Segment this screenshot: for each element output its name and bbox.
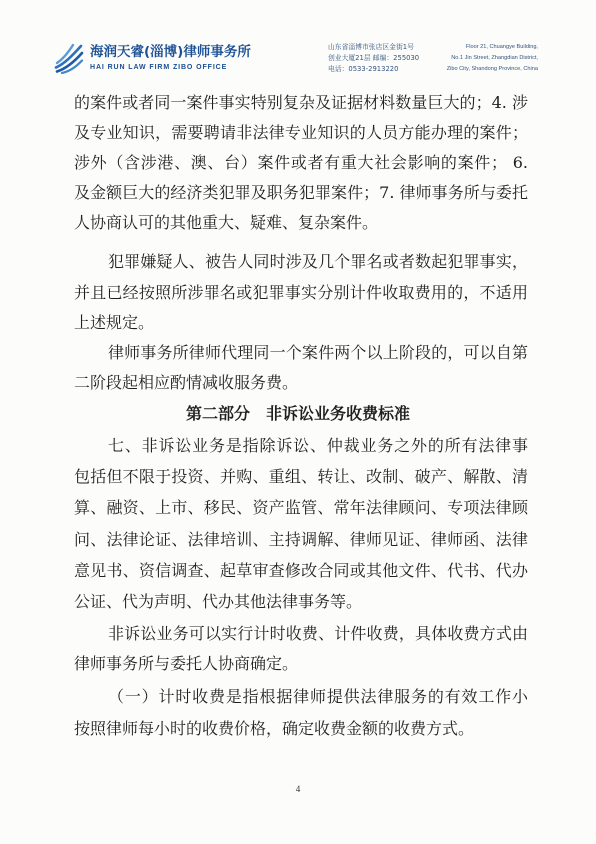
text-line: （一）计时收费是指根据律师提供法律服务的有效工作小 [108,687,528,706]
text-line: 及专业知识，需要聘请非法律专业知识的人员方能办理的案件； [74,123,528,142]
text-line: 意见书、资信调查、起草审查修改合同或其他文件、代书、代办 [74,561,528,580]
address-line: 电话：0533-2913220 [328,65,399,73]
text-line: 律师事务所律师代理同一个案件两个以上阶段的，可以自第 [108,343,528,362]
text-line: 人协商认可的其他重大、疑难、复杂案件。 [74,213,379,232]
section-heading: 第二部分 非诉讼业务收费标准 [185,404,410,423]
hai-run-wave-logo-icon [54,42,84,74]
text-line: 犯罪嫌疑人、被告人同时涉及几个罪名或者数起犯罪事实， [108,252,528,271]
text-line: 七、非诉讼业务是指除诉讼、仲裁业务之外的所有法律事 [108,436,528,455]
text-line: 并且已经按照所涉罪名或犯罪事实分别计件收取费用的，不适用 [74,283,528,302]
firm-name-english: HAI RUN LAW FIRM ZIBO OFFICE [90,64,228,71]
address-line: No.1 Jin Street, Zhangdian District, [451,55,538,61]
text-line: 涉外（含涉港、澳、台）案件或者有重大社会影响的案件； 6. [74,153,528,172]
firm-name-chinese: 海润天睿(淄博)律师事务所 [90,44,251,60]
text-line: 算、融资、上市、移民、资产监管、常年法律顾问、专项法律顾 [74,498,528,517]
text-line: 二阶段起相应酌情减收服务费。 [74,373,299,392]
address-line: 创业大厦21层 邮编：255030 [328,54,420,62]
address-chinese [328,42,419,75]
page-number: 4 [295,784,301,794]
address-line: 山东省淄博市张店区金街1号 [328,43,414,51]
text-line: 的案件或者同一案件事实特别复杂及证据材料数量巨大的；4. 涉 [74,93,528,112]
text-line: 按照律师每小时的收费价格，确定收费金额的收费方式。 [74,719,475,738]
text-line: 上述规定。 [74,313,155,332]
text-line: 非诉讼业务可以实行计时收费、计件收费，具体收费方式由 [108,624,528,643]
text-line: 包括但不限于投资、并购、重组、转让、改制、破产、解散、清 [74,467,528,486]
text-line: 及金额巨大的经济类犯罪及职务犯罪案件；7. 律师事务所与委托 [74,183,528,202]
address-line: Floor 21, Chuangye Building, [465,44,538,50]
address-english [447,42,538,75]
text-line: 公证、代为声明、代办其他法律事务等。 [74,592,363,611]
address-line: Zibo City, Shandong Province, China [446,66,538,72]
text-line: 问、法律论证、法律培训、主持调解、律师见证、律师函、法律 [74,530,528,549]
text-line: 律师事务所与委托人协商确定。 [74,654,299,673]
